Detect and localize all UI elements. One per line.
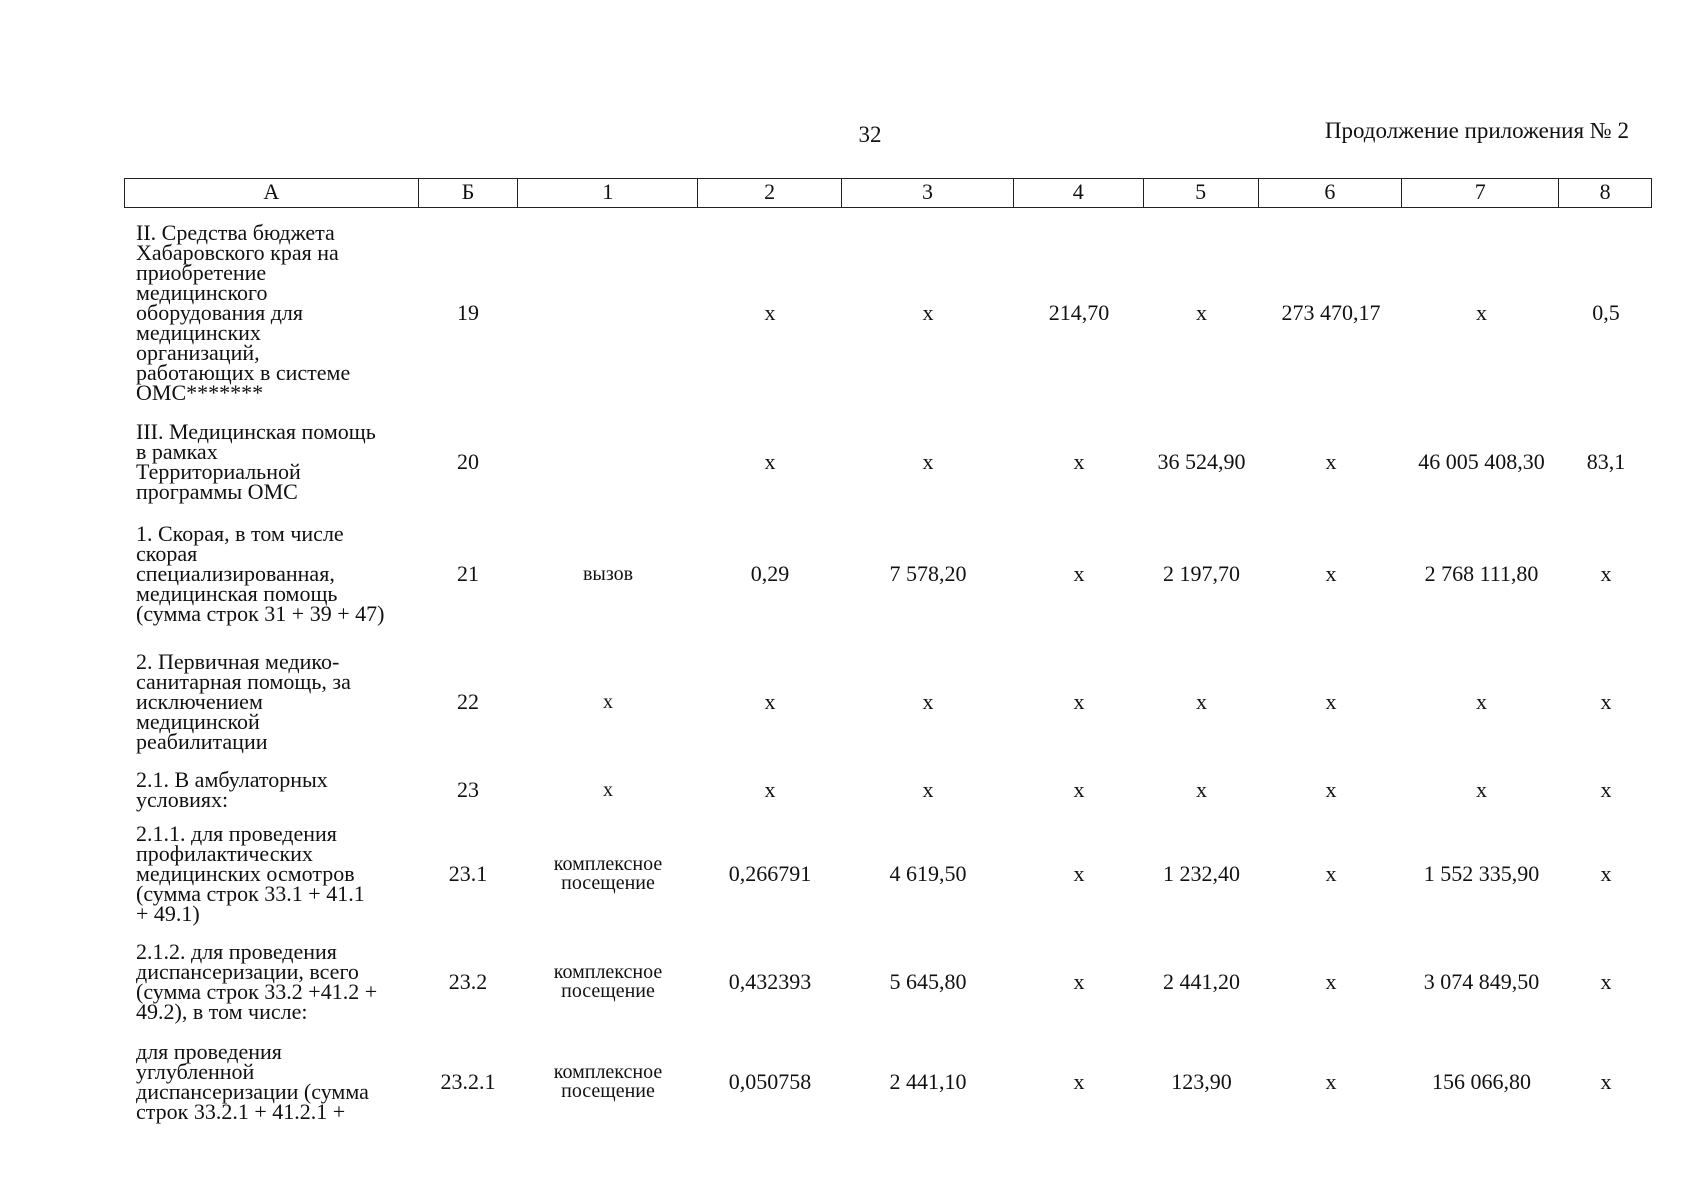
col-8-value: 0,5	[1592, 300, 1620, 325]
col-4-value: х	[1073, 777, 1085, 802]
row-name-line: программы ОМС	[136, 479, 298, 504]
col-3-value: 7 578,20	[889, 561, 967, 586]
col-5-value: 1 232,40	[1163, 861, 1240, 886]
col-4-value: х	[1073, 861, 1085, 886]
unit-line: комплексное	[553, 1061, 663, 1083]
row-name-line: Хабаровского края на	[136, 240, 339, 265]
unit-line: вызов	[582, 562, 634, 585]
row-name-line: III. Медицинская помощь	[136, 419, 376, 444]
col-5-value: 36 524,90	[1157, 449, 1246, 474]
row-name-line: санитарная помощь, за	[136, 669, 351, 694]
table-row	[124, 940, 1652, 1024]
row-name-line: диспансеризации, всего	[136, 959, 359, 984]
col-4-value: 214,70	[1048, 300, 1110, 325]
row-name-line: медицинская помощь	[136, 581, 338, 606]
col-6-value: х	[1325, 777, 1337, 802]
header-col-8: 8	[1599, 179, 1611, 204]
row-code: 23.2	[448, 969, 488, 994]
col-4-value: х	[1073, 969, 1085, 994]
header-col-4: 4	[1014, 179, 1144, 207]
row-name-line: реабилитации	[136, 729, 268, 754]
col-8-value: х	[1600, 861, 1612, 886]
col-8-value: х	[1600, 969, 1612, 994]
table-header	[124, 178, 1652, 208]
col-5-value: х	[1196, 300, 1207, 325]
col-6-value: х	[1325, 1069, 1337, 1094]
header-col-3: 3	[842, 179, 1014, 207]
unit-of-measure	[518, 963, 698, 1001]
row-name-line: медицинской	[136, 709, 260, 734]
header-col-6: 6	[1259, 179, 1403, 207]
col-8-value: х	[1600, 777, 1612, 802]
row-name-line: 2. Первичная медико-	[136, 649, 340, 674]
col-4-value: х	[1073, 561, 1085, 586]
unit-line: посещение	[561, 980, 655, 1002]
row-name-line: 2.1. В амбулаторных	[136, 767, 328, 792]
row-name-line: диспансеризации (сумма	[136, 1079, 369, 1104]
unit-of-measure	[518, 1063, 698, 1101]
col-7-value: 2 768 111,80	[1424, 561, 1539, 586]
row-name-line: 2.1.2. для проведения	[136, 939, 337, 964]
row-name-line: 1. Скорая, в том числе	[136, 521, 344, 546]
table-row	[124, 222, 1652, 404]
row-name	[124, 220, 418, 405]
col-3-value: х	[922, 449, 934, 474]
col-7-value: 46 005 408,30	[1418, 449, 1545, 474]
unit-line: х	[603, 778, 613, 801]
unit-of-measure	[518, 562, 698, 585]
row-name	[124, 521, 418, 626]
col-5-value: 2 441,20	[1163, 969, 1240, 994]
col-7-value: 156 066,80	[1432, 1069, 1531, 1094]
row-name-line: (сумма строк 33.1 + 41.1	[136, 881, 365, 906]
col-2-value: 0,432393	[728, 969, 812, 994]
col-8-value: х	[1600, 561, 1612, 586]
row-name-line: (сумма строк 33.2 +41.2 +	[136, 979, 378, 1004]
table-row	[124, 650, 1652, 754]
col-6-value: х	[1325, 861, 1337, 886]
col-4-value: х	[1073, 449, 1085, 474]
unit-line: комплексное	[553, 853, 663, 875]
col-5-value: х	[1196, 777, 1207, 802]
row-name-line: 49.2), в том числе:	[136, 999, 308, 1024]
col-2-value: х	[764, 449, 776, 474]
row-name-line: исключением	[136, 689, 263, 714]
row-code: 23.2.1	[440, 1069, 496, 1094]
table-row	[124, 522, 1652, 626]
row-name-line: медицинских осмотров	[136, 861, 355, 886]
row-name-line: ОМС*******	[136, 380, 264, 405]
row-name-line: специализированная,	[136, 561, 335, 586]
row-name-line: II. Средства бюджета	[136, 220, 335, 245]
col-3-value: х	[922, 689, 934, 714]
header-col-2: 2	[698, 179, 842, 207]
unit-line: х	[603, 690, 613, 713]
col-5-value: х	[1196, 689, 1207, 714]
col-2-value: 0,050758	[728, 1069, 812, 1094]
col-6-value: 273 470,17	[1281, 300, 1381, 325]
col-6-value: х	[1325, 689, 1337, 714]
col-5-value: 2 197,70	[1163, 561, 1240, 586]
col-7-value: 3 074 849,50	[1423, 969, 1540, 994]
table-row	[124, 1040, 1652, 1124]
table-row	[124, 822, 1652, 926]
col-6-value: х	[1325, 449, 1337, 474]
row-name-line: условиях:	[136, 787, 229, 812]
col-5-value: 123,90	[1171, 1069, 1232, 1094]
row-name-line: профилактических	[136, 841, 313, 866]
col-8-value: 83,1	[1586, 449, 1626, 474]
row-name-line: организаций,	[136, 340, 260, 365]
header-col-b: Б	[419, 179, 519, 207]
col-4-value: х	[1073, 689, 1085, 714]
col-3-value: 2 441,10	[889, 1069, 967, 1094]
row-code: 22	[457, 689, 479, 714]
col-8-value: х	[1600, 689, 1612, 714]
col-4-value: х	[1073, 1069, 1085, 1094]
col-3-value: 4 619,50	[889, 861, 967, 886]
col-2-value: х	[764, 689, 776, 714]
row-code: 20	[457, 449, 479, 474]
table-row	[124, 768, 1652, 812]
col-6-value: х	[1325, 561, 1337, 586]
continuation-note: Продолжение приложения № 2	[1324, 118, 1629, 143]
unit-of-measure	[518, 690, 698, 713]
row-code: 23.1	[448, 861, 488, 886]
unit-line: посещение	[561, 872, 655, 894]
col-8-value: х	[1600, 1069, 1612, 1094]
header-col-5: 5	[1144, 179, 1259, 207]
col-7-value: 1 552 335,90	[1423, 861, 1540, 886]
col-7-value: х	[1476, 689, 1487, 714]
col-3-value: 5 645,80	[889, 969, 967, 994]
row-name-line: медицинского	[136, 280, 268, 305]
col-2-value: х	[764, 777, 776, 802]
col-6-value: х	[1325, 969, 1337, 994]
row-name-line: (сумма строк 31 + 39 + 47)	[136, 601, 385, 626]
row-name-line: оборудования для	[136, 300, 304, 325]
header-col-1: 1	[518, 179, 698, 207]
row-name	[124, 1039, 418, 1124]
row-name-line: строк 33.2.1 + 41.2.1 +	[136, 1099, 346, 1124]
row-code: 23	[457, 777, 479, 802]
page-number: 32	[858, 122, 882, 147]
row-name-line: работающих в системе	[136, 360, 351, 385]
unit-line: посещение	[561, 1080, 655, 1102]
row-name	[124, 767, 418, 812]
col-7-value: х	[1476, 777, 1487, 802]
row-code: 19	[457, 300, 479, 325]
row-name-line: приобретение	[136, 260, 267, 285]
header-col-a: А	[125, 179, 419, 207]
row-name-line: 2.1.1. для проведения	[136, 821, 337, 846]
unit-of-measure	[518, 778, 698, 801]
row-name-line: углубленной	[136, 1059, 255, 1084]
row-name	[124, 649, 418, 754]
col-2-value: 0,266791	[728, 861, 812, 886]
row-code: 21	[457, 561, 479, 586]
row-name-line: медицинских	[136, 320, 261, 345]
row-name-line: в рамках	[136, 439, 218, 464]
unit-of-measure	[518, 855, 698, 893]
row-name-line: для проведения	[136, 1039, 282, 1064]
row-name-line: скорая	[136, 541, 198, 566]
row-name-line: Территориальной	[136, 459, 301, 484]
col-2-value: х	[764, 300, 776, 325]
row-name	[124, 939, 418, 1024]
col-3-value: х	[922, 300, 934, 325]
col-7-value: х	[1476, 300, 1487, 325]
col-3-value: х	[922, 777, 934, 802]
table-row	[124, 420, 1652, 504]
unit-line: комплексное	[553, 961, 663, 983]
col-2-value: 0,29	[750, 561, 790, 586]
header-col-7: 7	[1402, 179, 1559, 207]
row-name-line: + 49.1)	[136, 901, 200, 926]
row-name	[124, 821, 418, 926]
row-name	[124, 419, 418, 504]
